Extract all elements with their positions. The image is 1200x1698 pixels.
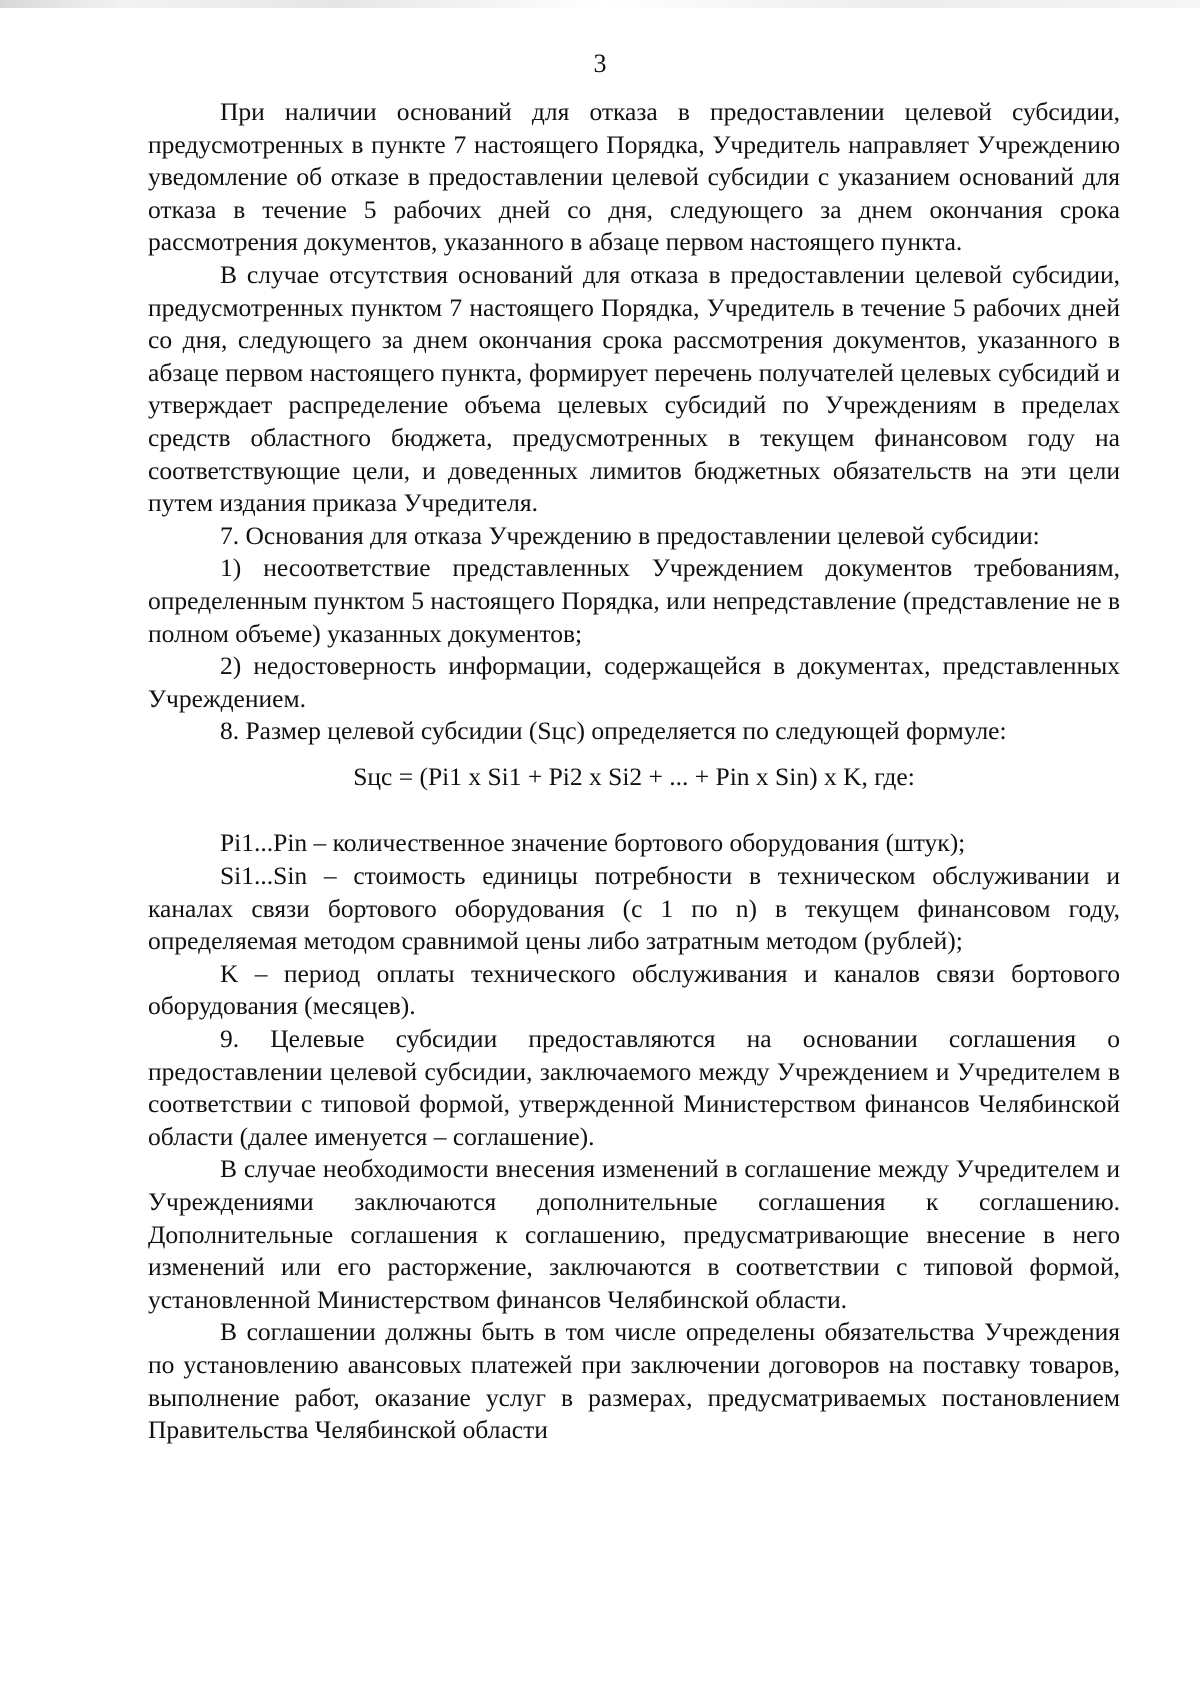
subsidy-formula: Sцс = (Pi1 x Si1 + Pi2 x Si2 + ... + Pin x Sin) x K, где: xyxy=(353,761,915,791)
paragraph-item-7: 7. Основания для отказа Учреждению в предоставлении целевой субсидии: xyxy=(220,520,1040,550)
paragraph-amendments: В случае необходимости внесения изменений в соглашение между Учредителем и Учреждениями заключаются дополнительные соглашения к соглашению. Дополнительные соглашения к соглашению, предусматривающие внесение в него изменений или его расторжение, заключаются в соответствии с типовой формой, установленной Министерством финансов Челябинской области. xyxy=(148,1154,1120,1314)
definition-pi: Pi1...Pin – количественное значение бортового оборудования (штук); xyxy=(220,828,966,858)
paragraph-item-7-1: 1) несоответствие представленных Учреждением документов требованиям, определенным пунктом 5 настоящего Порядка, или непредставление (представление не в полном объеме) указанных документов; xyxy=(148,553,1120,648)
paragraph-item-7-2: 2) недостоверность информации, содержащейся в документах, представленных Учреждением. xyxy=(148,651,1120,713)
definition-k: K – период оплаты технического обслуживания и каналов связи бортового оборудования (месяцев). xyxy=(148,958,1120,1021)
paragraph-no-refusal: В случае отсутствия оснований для отказа в предоставлении целевой субсидии, предусмотренных пунктом 7 настоящего Порядка, Учредитель в течение 5 рабочих дней со дня, следующего за днем окончания срока рассмотрения документов, указанного в абзаце первом настоящего пункта, формирует перечень получателей целевых субсидий и утверждает распределение объема целевых субсидий по Учреждениям в пределах средств областного бюджета, предусмотренных в текущем финансовом году на соответствующие цели, и доведенных лимитов бюджетных обязательств на эти цели путем издания приказа Учредителя. xyxy=(148,259,1120,518)
scan-edge xyxy=(0,0,1200,8)
paragraph-item-9: 9. Целевые субсидии предоставляются на основании соглашения о предоставлении целевой субсидии, заключаемого между Учреждением и Учредителем в соответствии с типовой формой, утвержденной Министерством финансов Челябинской области (далее именуется – соглашение). xyxy=(148,1024,1120,1151)
paragraph-obligations: В соглашении должны быть в том числе определены обязательства Учреждения по установлению авансовых платежей при заключении договоров на поставку товаров, выполнение работ, оказание услуг в размерах, предусматриваемых постановлением Правительства Челябинской области xyxy=(148,1317,1120,1445)
paragraph-item-8: 8. Размер целевой субсидии (Sцс) определяется по следующей формуле: xyxy=(220,716,1007,746)
document-body xyxy=(148,96,1120,1447)
page-number: 3 xyxy=(593,49,607,78)
paragraph-refusal-notice: При наличии оснований для отказа в предоставлении целевой субсидии, предусмотренных в пункте 7 настоящего Порядка, Учредитель направляет Учреждению уведомление об отказе в предоставлении целевой субсидии с указанием оснований для отказа в течение 5 рабочих дней со дня, следующего за днем окончания срока рассмотрения документов, указанного в абзаце первом настоящего пункта. xyxy=(148,97,1120,257)
definition-si: Si1...Sin – стоимость единицы потребности в техническом обслуживании и каналах связи бортового оборудования (с 1 по n) в текущем финансовом году, определяемая методом сравнимой цены либо затратным методом (рублей); xyxy=(148,861,1120,956)
